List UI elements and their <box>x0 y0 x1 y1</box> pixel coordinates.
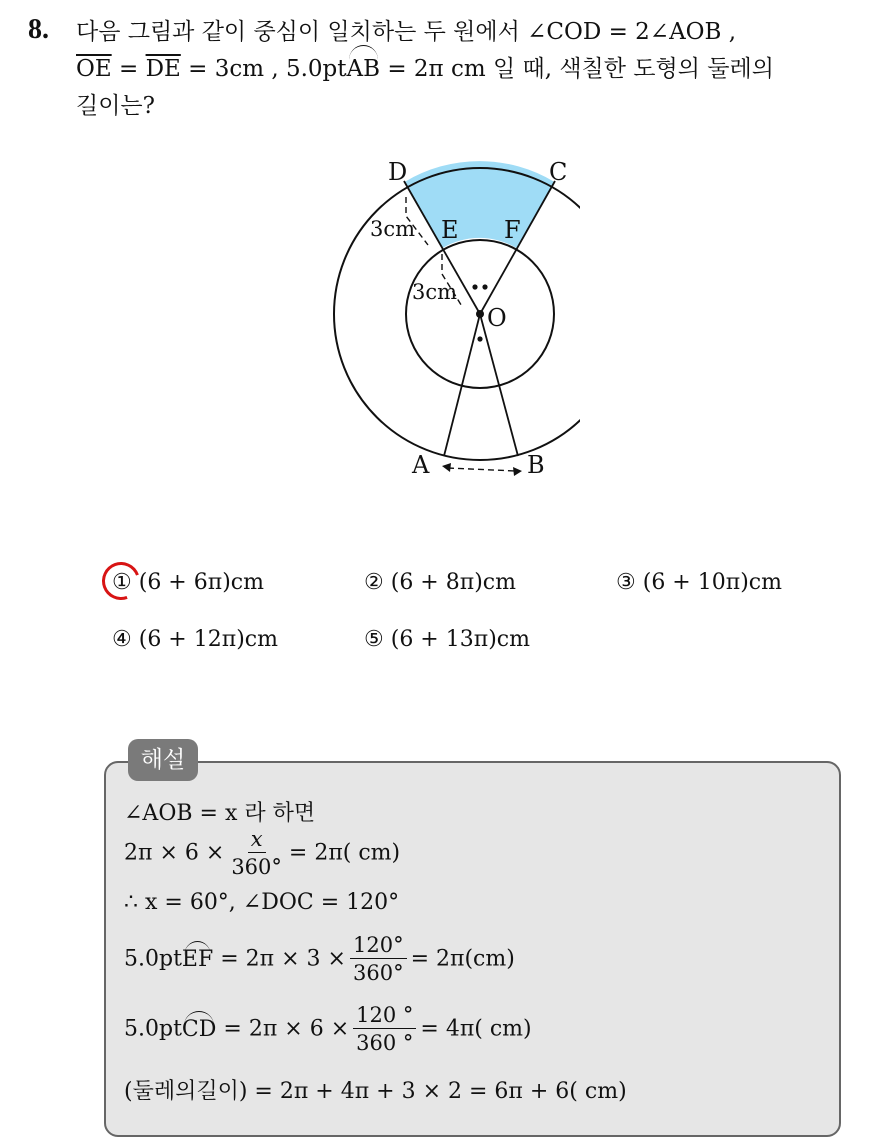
question-number: 8. <box>28 14 49 45</box>
arrowhead-b <box>513 467 522 476</box>
concentric-circles-figure <box>320 150 580 490</box>
dimension-ab-dashed <box>448 468 516 471</box>
label-d: D <box>388 158 408 186</box>
choice-2[interactable]: ② (6 + 8π)cm <box>364 570 516 595</box>
question-line-1: 다음 그림과 같이 중심이 일치하는 두 원에서 ∠COD = 2∠AOB , <box>76 19 737 45</box>
label-e: E <box>441 216 459 244</box>
label-o: O <box>487 304 507 332</box>
angle-mark-dot <box>482 284 487 289</box>
arc-ab: AB <box>347 51 381 88</box>
label-f: F <box>504 216 521 244</box>
label-b: B <box>527 451 545 479</box>
solution-line-2: 2π × 6 × $\frac{x}{360^\circ}$ = 2π( cm) <box>124 827 401 879</box>
solution-line-6: (둘레의길이) = 2π + 4π + 3 × 2 = 6π + 6( cm) <box>124 1079 627 1104</box>
choice-4[interactable]: ④ (6 + 12π)cm <box>112 627 278 652</box>
arrowhead-a <box>442 463 451 472</box>
segment-oe: $\overline{OE}$ <box>76 56 112 82</box>
label-c: C <box>549 158 568 186</box>
arc-ef: EF <box>181 946 214 972</box>
segment-ob <box>480 314 518 456</box>
choice-3[interactable]: ③ (6 + 10π)cm <box>616 570 782 595</box>
question-text <box>76 14 866 125</box>
solution-line-5: 5.0ptCD = 2π × 6 × $\frac{120 ^\circ}{360 ^\circ}$ = 4π( cm) <box>124 1003 532 1055</box>
label-a: A <box>412 451 430 479</box>
angle-mark-dot <box>477 336 482 341</box>
solution-line-4: 5.0ptEF = 2π × 3 × $\frac{120^\circ}{360^\circ}$ = 2π(cm) <box>124 933 515 985</box>
dimension-label-oe: 3cm <box>412 280 458 304</box>
segment-de: $\overline{DE}$ <box>145 56 181 82</box>
solution-line-1: ∠AOB = x 라 하면 <box>124 801 316 826</box>
shaded-region <box>405 161 555 248</box>
angle-mark-dot <box>472 284 477 289</box>
question-line-2: $\overline{OE} = \overline{DE} = 3cm$ , 5.0ptAB = 2π cm 일 때, 색칠한 도형의 둘레의 <box>76 51 866 88</box>
solution-tab: 해설 <box>128 739 198 781</box>
solution-line-3: ∴ x = 60°, ∠DOC = 120° <box>124 890 400 915</box>
choice-5[interactable]: ⑤ (6 + 13π)cm <box>364 627 530 652</box>
arc-cd: CD <box>181 1016 217 1042</box>
center-dot <box>476 310 484 318</box>
choice-1[interactable]: ① (6 + 6π)cm <box>112 570 264 595</box>
segment-oa <box>444 314 480 456</box>
question-line-3: 길이는? <box>76 93 155 119</box>
dimension-label-de: 3cm <box>370 217 416 241</box>
